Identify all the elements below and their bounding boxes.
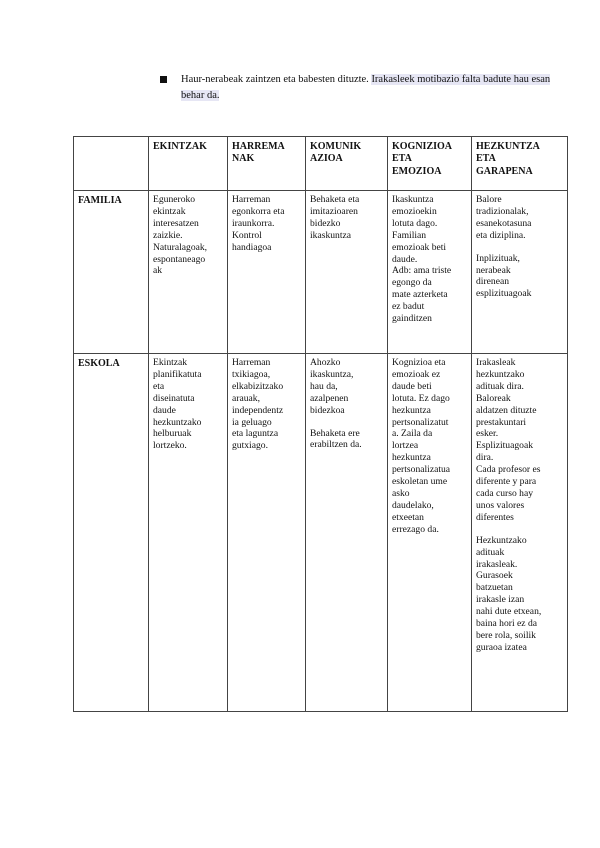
comparison-table bbox=[73, 136, 568, 712]
cell-familia-ekintzak bbox=[149, 191, 228, 354]
table-row-familia bbox=[74, 191, 568, 354]
table-row-eskola bbox=[74, 354, 568, 712]
cell-text: Inplizituak, nerabeak direnean esplizituagoak bbox=[476, 252, 532, 300]
cell-eskola-harremanak bbox=[228, 354, 306, 712]
header-empty bbox=[74, 137, 149, 191]
cell-text: Behaketa eta imitazioaren bidezko ikaskuntza bbox=[310, 194, 360, 241]
cell-text: Harreman egonkorra eta iraunkorra. Kontrol handiagoa bbox=[232, 194, 285, 253]
cell-familia-kognizioa bbox=[388, 191, 472, 354]
cell-eskola-hezkuntza bbox=[472, 354, 568, 712]
bullet-square-icon bbox=[160, 76, 167, 83]
cell-text: Hezkuntzako adituak irakasleak. Gurasoek batzuetan irakasle izan nahi dute etxean, baina hori ez da bere rola, soilik guraoa izatea bbox=[476, 534, 542, 653]
cell-text: Ikaskuntza emozioekin lotuta dago. Familian emozioak beti daude. Adb: ama triste egongo da mate azterketa ez badut gainditzen bbox=[392, 194, 452, 325]
header-harremanak: HARREMA NAK bbox=[228, 137, 306, 191]
header-komunikazioa: KOMUNIK AZIOA bbox=[306, 137, 388, 191]
cell-text: Kognizioa eta emozioak ez daude beti lotuta. Ez dago hezkuntza pertsonalizatut a. Zaila da lortzea hezkuntza pertsonalizatua eskoletan ume asko daudelako, etxeetan errezago da. bbox=[392, 357, 451, 535]
cell-text: Balore tradizionalak, esanekotasuna eta diziplina. bbox=[476, 194, 532, 241]
header-hezkuntza-garapena: HEZKUNTZA ETA GARAPENA bbox=[472, 137, 568, 191]
bullet-text-plain: Haur-nerabeak zaintzen eta babesten dituzte. bbox=[181, 74, 372, 85]
cell-eskola-komunikazioa bbox=[306, 354, 388, 712]
table-header-row bbox=[74, 137, 568, 191]
cell-familia-harremanak bbox=[228, 191, 306, 354]
cell-familia-komunikazioa bbox=[306, 191, 388, 354]
cell-text: Ekintzak planifikatuta eta diseinatuta daude hezkuntzako helburuak lortzeko. bbox=[153, 357, 202, 452]
cell-eskola-ekintzak bbox=[149, 354, 228, 712]
bullet-text-highlight: Irakasleek motibazio falta badute hau esan behar da. bbox=[181, 74, 551, 101]
cell-text: Irakasleak hezkuntzako adituak dira. Baloreak aldatzen dituzte prestakuntari esker. Esplizituagoak dira. Cada profesor es diferente y para cada curso hay unos valores diferentes bbox=[476, 357, 541, 523]
cell-familia-hezkuntza bbox=[472, 191, 568, 354]
bullet-text bbox=[181, 72, 551, 104]
cell-text: Harreman txikiagoa, elkabizitzako arauak, independentz ia geluago eta laguntza gutxiago. bbox=[232, 357, 284, 452]
header-kognizioa-emozioa: KOGNIZIOA ETA EMOZIOA bbox=[388, 137, 472, 191]
cell-text: Behaketa ere erabiltzen da. bbox=[310, 427, 362, 451]
row-label-eskola: ESKOLA bbox=[74, 354, 149, 712]
header-ekintzak: EKINTZAK bbox=[149, 137, 228, 191]
cell-eskola-kognizioa bbox=[388, 354, 472, 712]
cell-text: Ahozko ikaskuntza, hau da, azalpenen bidezkoa bbox=[310, 357, 354, 416]
cell-text: Eguneroko ekintzak interesatzen zaizkie. Naturalagoak, espontaneago ak bbox=[153, 194, 208, 277]
row-label-familia: FAMILIA bbox=[74, 191, 149, 354]
